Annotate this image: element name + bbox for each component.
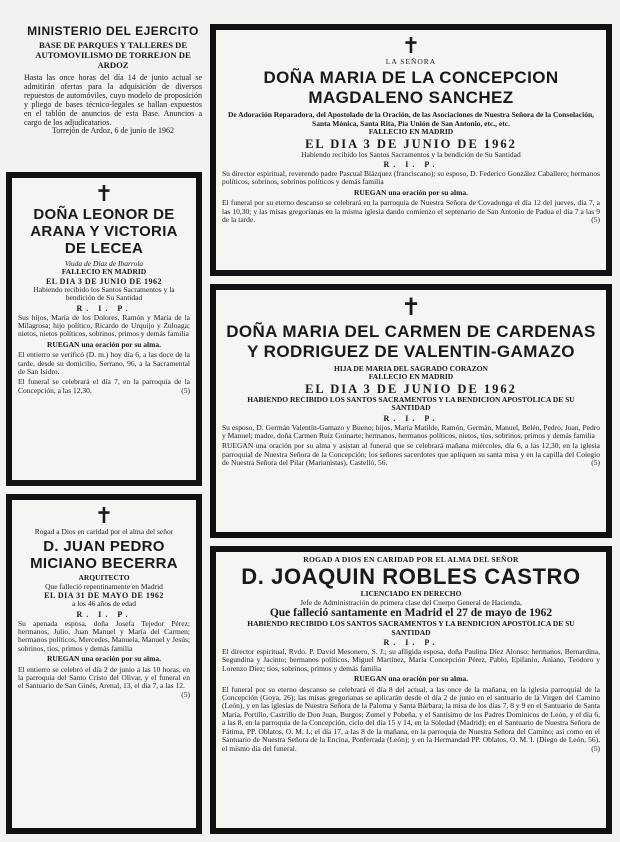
juan-title: ARQUITECTO <box>78 573 130 583</box>
robles-num: (5) <box>591 743 600 753</box>
cardenas-place: FALLECIO EN MADRID <box>368 372 454 382</box>
obituary-magdaleno <box>210 24 612 276</box>
magdaleno-sub: De Adoración Reparadora, del Apostolado de la Oración, de las Asociaciones de Nuestra Señora de la Consolación, Santa Mónica, Santa Rita, Pía Unión de San Antonio, etc., etc. <box>227 110 595 128</box>
juan-date: EL DIA 31 DE MAYO DE 1962 <box>44 591 164 601</box>
cross-icon: ✝ <box>94 181 114 206</box>
juan-age: a los 46 años de edad <box>72 599 136 609</box>
magdaleno-rites: Habiendo recibido los Santos Sacramentos y la bendición de Su Santidad <box>301 149 521 159</box>
magdaleno-funeral: El funeral por su eterno descanso se celebrará en la parroquia de Nuestra Señora de Covadonga el día 12 del jueves, día 7, a las 10,30; y las misas gregorianas en la misma iglesia dando comienzo el septenario de San Antonio de Padua el día 7 a las 9 de la tarde. <box>222 198 600 225</box>
ministry-notice <box>22 24 204 164</box>
robles-rites: HABIENDO RECIBIDO LOS SANTOS SACRAMENTOS Y LA BENDICION APOSTOLICA DE SU SANTIDAD <box>247 619 575 637</box>
juan-entierro-row <box>18 664 190 699</box>
leonor-date: EL DIA 3 DE JUNIO DE 1962 <box>45 276 163 286</box>
juan-intro: Rogad a Dios en caridad por el alma del señor <box>34 527 174 536</box>
cardenas-ruegan-row <box>222 442 600 467</box>
leonor-funeral: El funeral se celebrará el día 7, en la parroquia de la Concepción, a las 12,30. <box>18 377 190 395</box>
magdaleno-place: FALLECIO EN MADRID <box>368 127 454 137</box>
leonor-funeral-row <box>18 378 190 395</box>
robles-intro: ROGAD A DIOS EN CARIDAD POR EL ALMA DEL SEÑOR <box>303 555 519 564</box>
leonor-name: DOÑA LEONOR DE ARANA Y VICTORIA DE LECEA <box>30 206 178 257</box>
juan-family: Su apenada esposa, doña Josefa Tejedor Pérez; hermanos, Julio, Juan Manuel y María del Carmen; hermanos políticos, Mercedes, Manuela, Manuel y Jesús; sobrinos, tíos, primos y demás familia <box>18 618 190 653</box>
cardenas-rip: R. I. P. <box>383 413 439 423</box>
robles-degree: LICENCIADO EN DERECHO <box>360 589 462 599</box>
cardenas-date: EL DIA 3 DE JUNIO DE 1962 <box>305 381 517 396</box>
robles-family: El director espiritual, Rvdo. P. David Mesonero, S. J.; su afligida esposa, doña Paulina Díez Alonso; hermanos, Bernardina, Segundina y Jacinto; hermanos políticos, Miguel Martínez, María Concepción Pérez, Pablo, Epifanio, Aniano, Teodoro y Lorenzo Díez; tíos, sobrinos, primos y demás familia <box>222 647 600 673</box>
juan-text: Que falleció repentinamente en Madrid <box>45 581 163 591</box>
leonor-rip: R. I. P. <box>76 303 132 313</box>
cardenas-rites: HABIENDO RECIBIDO LOS SANTOS SACRAMENTOS Y LA BENDICION APOSTOLICA DE SU SANTIDAD <box>247 394 575 413</box>
juan-name: D. JUAN PEDRO MICIANO BECERRA <box>30 538 178 573</box>
magdaleno-family: Su director espiritual, reverendo padre Pascual Blázquez (franciscano); su esposo, D. Federico González Caballero; hermanos políticos, sobrinos, sobrinos políticos y demás familia <box>222 169 600 187</box>
robles-funeral: El funeral por su eterno descanso se celebrará el día 8 del actual, a las once de la mañana, en la iglesia parroquial de la Concepción (Goya, 26); las misas gregorianas se aplicarán desde el día 2 de junio en el santuario de la Virgen del Camino (León), y en las iglesias de Nuestra Señora de la Paloma y Santa Bárbara; la misa de los días 7, 8 y 9 en el Santuario de Santa María, Portillo, Castrillo de Don Juan, Burgos; Zumel y Pobeña, y el Santísimo de los Padres Dominicos de León, y el día 6, a las 8, en la parroquia de la Concepción, ciclo del día 15 y 14, en la Soledad (Madrid); en el Santuario de Nuestra Señora de Fátima, PP. Oblatos, O. M. I.; el día 17, a las 8 de la mañana, en la parroquia de Nuestra Señora del Camino; así como en el Santuario de Nuestra Señora de la Encina, Ponferrada (León); y en la Hermandad PP. Oblatos, O. M. I. (Diego de León, 56), el mismo día del funeral. <box>222 684 600 753</box>
robles-rip: R. I. P. <box>383 638 439 648</box>
leonor-ruegan: RUEGAN una oración por su alma. <box>46 339 162 349</box>
cross-icon: ✝ <box>400 295 422 321</box>
ministry-body: Hasta las once horas del día 14 de junio actual se admitirán ofertas para la adquisición de diversos repuestos de automóviles, cuyo modelo de proposición y pliego de bases técnico-legales se hallan expuestos en el tablón de anuncios de esta Base. Anuncios a cargo de los adjudicatarios. <box>24 73 202 127</box>
leonor-place: FALLECIO EN MADRID <box>61 267 147 277</box>
cardenas-num: (5) <box>591 458 600 468</box>
juan-ruegan: RUEGAN una oración por su alma. <box>46 654 162 664</box>
robles-text: Que falleció santamente en Madrid el 27 de mayo de 1962 <box>269 607 553 620</box>
leonor-entierro: El entierro se verificó (D. m.) hoy día 6, a las doce de la tarde, desde su domicilio, Serrano, 96, a la Sacramental de San Isidro. <box>18 350 190 377</box>
ministry-footer: Torrejón de Ardoz, 6 de junio de 1962 <box>51 126 175 135</box>
magdaleno-num: (5) <box>591 215 600 225</box>
magdaleno-ruegan: RUEGAN una oración por su alma. <box>353 187 469 197</box>
robles-funeral-row <box>222 686 600 753</box>
obituary-leonor <box>6 172 202 486</box>
cardenas-name: DOÑA MARIA DEL CARMEN DE CARDENAS Y RODRIGUEZ DE VALENTIN-GAMAZO <box>226 322 596 361</box>
magdaleno-rip: R. I. P. <box>383 160 439 170</box>
juan-num: (5) <box>181 689 190 699</box>
magdaleno-intro: LA SEÑORA <box>385 57 437 66</box>
cardenas-family: Su esposo, D. Germán Valentín-Gamazo y Bueno; hijos, María Matilde, Ramón, Germán, Manuel, Belén, Pedro, Juan, Pedro y Manuel; madre, doña Carmen Ruiz Guinarte; hermanos, hermanos políticos, nietos, tíos, sobrinos, primos y demás familia <box>222 422 600 441</box>
robles-ruegan: RUEGAN una oración por su alma. <box>353 674 469 684</box>
leonor-rites: Habiendo recibido los Santos Sacramentos y la bendición de Su Santidad <box>33 284 175 303</box>
juan-entierro: El entierro se celebró el día 2 de junio a las 10 horas, en la parroquia del Santo Cristo del Olivar, y el funeral en el Santuario de San Ginés, Arenal, 13, el día 7, a las 12. <box>18 664 190 691</box>
leonor-sub: Viuda de Díaz de Ibarrola <box>64 259 144 268</box>
leonor-family: Sus hijos, María de los Dolores, Ramón y María de la Milagrosa; hijo político, Ricardo de Urquijo y Zuloaga; nietos, nietos políticos, sobrinos, primos y demás familia <box>18 312 190 339</box>
juan-rip: R. I. P. <box>76 609 132 619</box>
obituary-cardenas <box>210 284 612 538</box>
ministry-title: MINISTERIO DEL EJERCITO <box>27 24 199 38</box>
obituary-juan-pedro <box>6 494 202 834</box>
cross-icon: ✝ <box>401 33 421 58</box>
cross-icon: ✝ <box>94 503 114 528</box>
cardenas-ruegan: RUEGAN una oración por su alma y asistan al funeral que se celebrará mañana miércoles, día 6, a las 12,30, en la iglesia parroquial de Nuestra Señora de la Concepción; los señores sacerdotes que apliquen su santa misa y en la capilla del Colegio de Nuestra Señora del Pilar (Marianistas), Castelló, 56. <box>222 441 600 468</box>
magdaleno-funeral-row <box>222 199 600 224</box>
ministry-subtitle: BASE DE PARQUES Y TALLERES DE AUTOMOVILISMO DE TORREJON DE ARDOZ <box>35 40 191 70</box>
obituary-robles <box>210 546 612 834</box>
magdaleno-date: EL DIA 3 DE JUNIO DE 1962 <box>305 136 517 151</box>
leonor-num: (5) <box>181 385 190 395</box>
robles-position: Jefe de Administración de primera clase del Cuerpo General de Hacienda, <box>300 597 522 607</box>
magdaleno-name: DOÑA MARIA DE LA CONCEPCION MAGDALENO SANCHEZ <box>263 68 559 108</box>
robles-name: D. JOAQUIN ROBLES CASTRO <box>241 564 581 590</box>
cardenas-sub: HIJA DE MARIA DEL SAGRADO CORAZON <box>334 364 488 373</box>
